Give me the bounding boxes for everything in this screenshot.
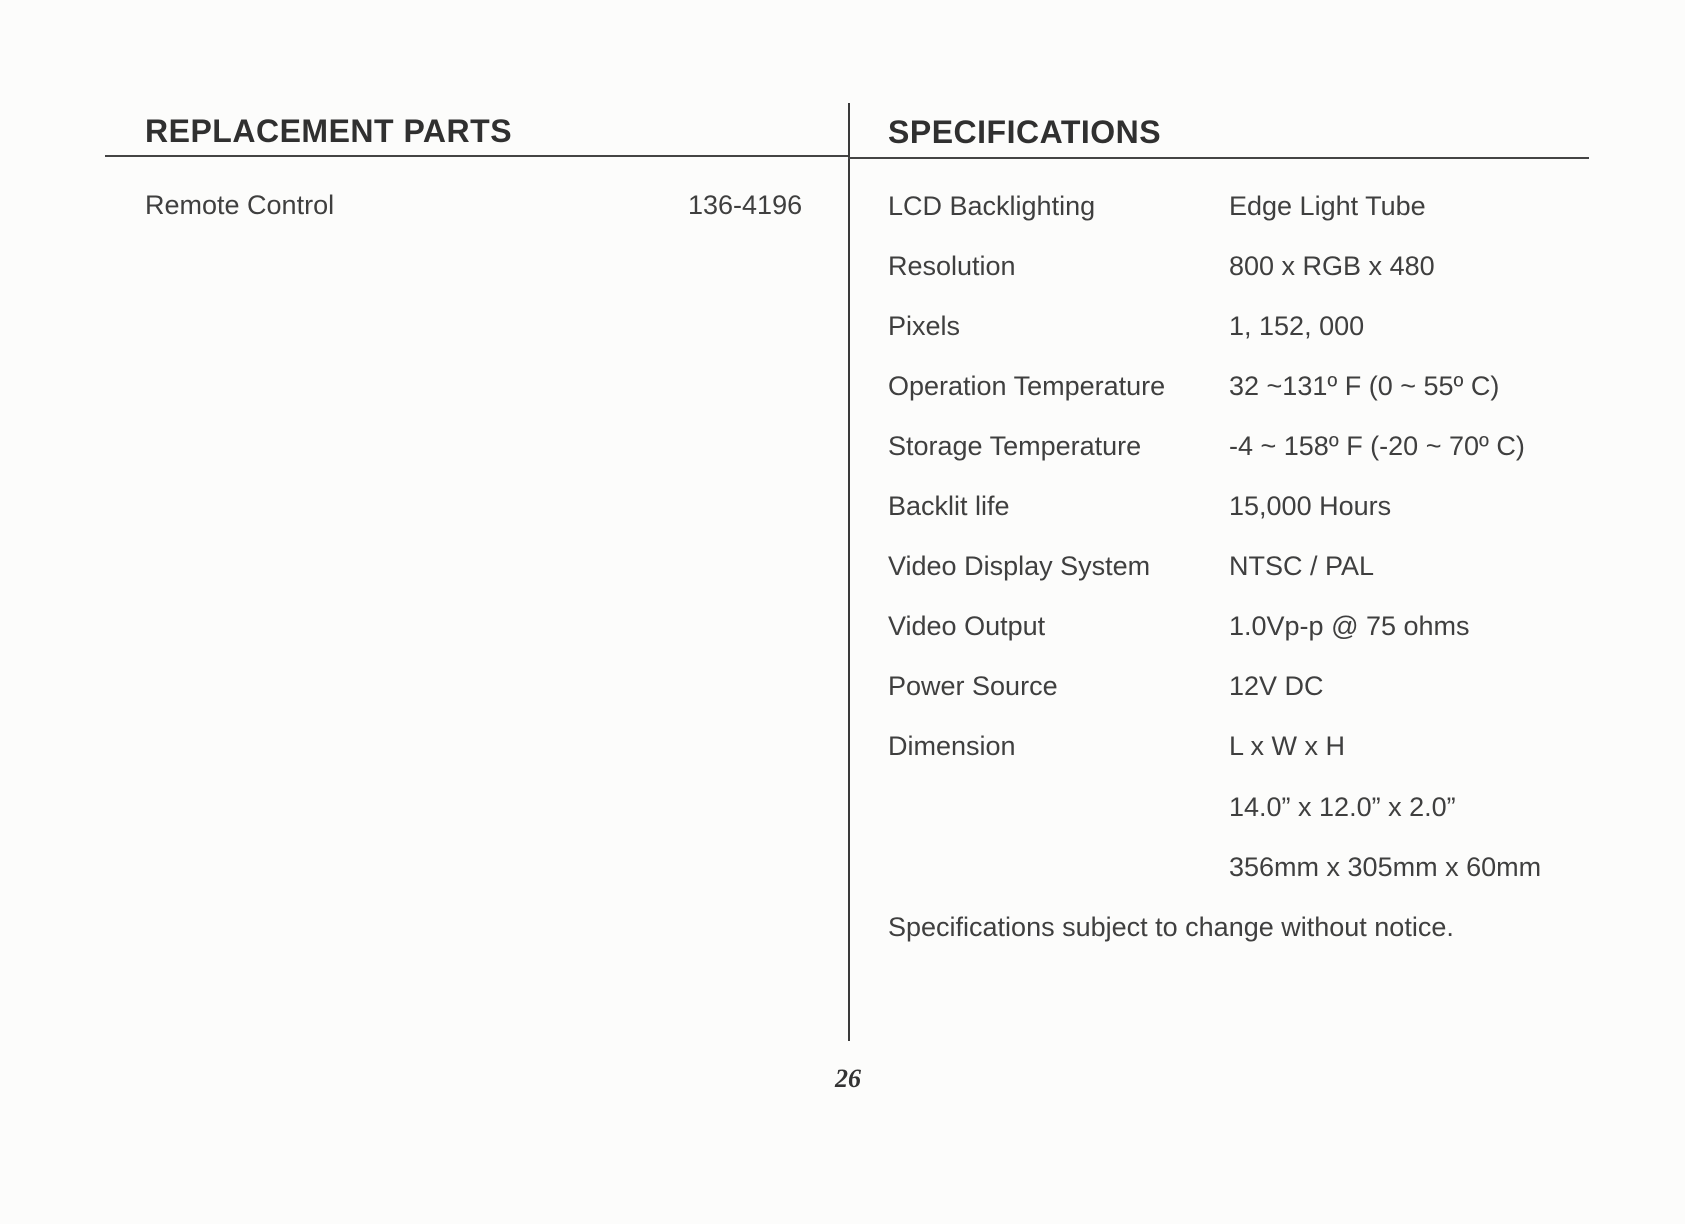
spec-label: Video Display System	[888, 551, 1151, 581]
part-number: 136-4196	[688, 190, 803, 220]
spec-label: Storage Temperature	[888, 431, 1142, 461]
spec-label: LCD Backlighting	[888, 191, 1096, 221]
specifications-heading: SPECIFICATIONS	[888, 114, 1162, 150]
spec-label: Operation Temperature	[888, 371, 1166, 401]
spec-value: 15,000 Hours	[1229, 491, 1392, 521]
spec-label: Pixels	[888, 311, 961, 341]
spec-label: Dimension	[888, 731, 1016, 761]
spec-value: 356mm x 305mm x 60mm	[1229, 852, 1542, 882]
page-number: 26	[835, 1064, 861, 1093]
specifications-note: Specifications subject to change without notice.	[888, 912, 1454, 942]
spec-value: 32 ~131º F (0 ~ 55º C)	[1229, 371, 1500, 401]
spec-value: NTSC / PAL	[1229, 551, 1375, 581]
column-divider	[848, 103, 850, 1041]
spec-label: Power Source	[888, 671, 1058, 701]
spec-value: L x W x H	[1229, 731, 1346, 761]
part-name: Remote Control	[145, 190, 335, 220]
spec-value: 800 x RGB x 480	[1229, 251, 1435, 281]
spec-value: Edge Light Tube	[1229, 191, 1426, 221]
replacement-parts-heading: REPLACEMENT PARTS	[145, 113, 513, 149]
replacement-heading-rule	[105, 155, 848, 157]
spec-label: Backlit life	[888, 491, 1010, 521]
specifications-heading-rule	[848, 157, 1589, 159]
spec-value: 14.0” x 12.0” x 2.0”	[1229, 792, 1456, 822]
spec-value: 12V DC	[1229, 671, 1324, 701]
spec-value: 1, 152, 000	[1229, 311, 1365, 341]
spec-value: 1.0Vp-p @ 75 ohms	[1229, 611, 1470, 641]
spec-label: Resolution	[888, 251, 1016, 281]
spec-label: Video Output	[888, 611, 1046, 641]
spec-value: -4 ~ 158º F (-20 ~ 70º C)	[1229, 431, 1525, 461]
